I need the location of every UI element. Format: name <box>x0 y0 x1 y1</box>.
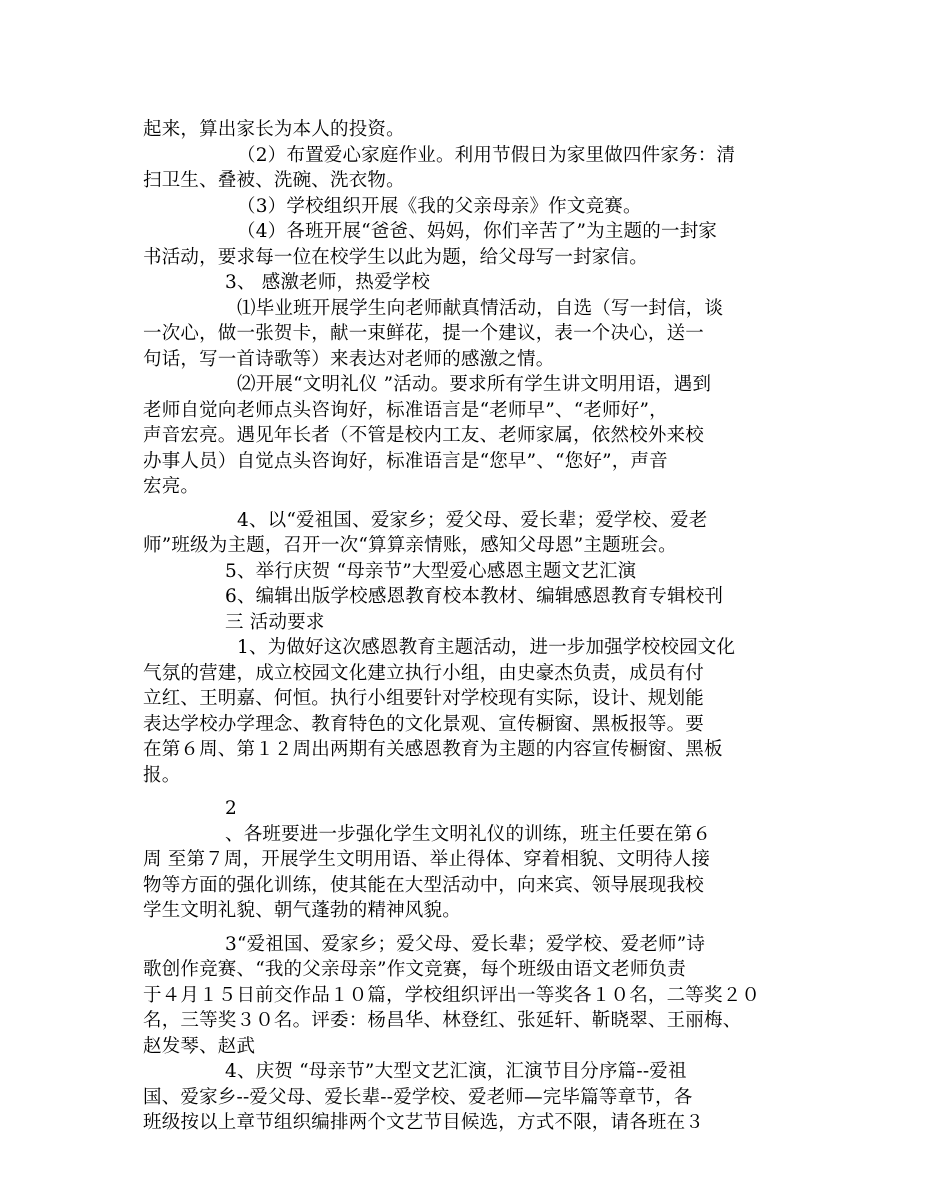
text-line: 办事人员）自觉点头咨询好，标准语言是“您早”、“您好”，声音 <box>143 450 668 472</box>
text-line: 学生文明礼貌、朝气蓬勃的精神风貌。 <box>143 900 461 921</box>
section-heading: 3、 感激老师，热爱学校 <box>225 272 431 293</box>
text-line: 扫卫生、叠被、洗碗、洗衣物。 <box>143 170 405 191</box>
text-line: 1、为做好这次感恩教育主题活动，进一步加强学校校园文化 <box>237 637 736 658</box>
spacer <box>143 924 813 932</box>
text-line: （2）布置爱心家庭作业。利用节假日为家里做四件家务：清 <box>237 144 736 166</box>
text-line: ⑴毕业班开展学生向老师献真情活动，自选（写一封信，谈 <box>237 297 724 319</box>
text-line: 赵发琴、赵武 <box>143 1035 256 1057</box>
text-line: 4、庆贺 “母亲节”大型文艺汇演，汇演节目分序篇--爱祖 <box>225 1061 687 1082</box>
spacer <box>143 500 813 508</box>
text-line: 句话，写一首诗歌等）来表达对老师的感激之情。 <box>143 348 555 370</box>
text-line: 报。 <box>143 764 181 786</box>
text-line: 立红、王明嘉、何恒。执行小组要针对学校现有实际，设计、规划能 <box>143 688 705 709</box>
document-body <box>143 117 813 1136</box>
text-line: 5、举行庆贺 “母亲节”大型爱心感恩主题文艺汇演 <box>225 560 637 582</box>
text-line: 3“爱祖国、爱家乡；爱父母、爱长辈；爱学校、爱老师”诗 <box>225 933 706 955</box>
text-line: （3）学校组织开展《我的父亲母亲》作文竞赛。 <box>237 195 642 217</box>
text-line: 4、以“爱祖国、爱家乡；爱父母、爱长辈；爱学校、爱老 <box>237 509 708 531</box>
text-line: 书活动，要求每一位在校学生以此为题，给父母写一封家信。 <box>143 246 648 268</box>
text-line: 班级按以上章节组织编排两个文艺节目候选，方式不限，请各班在３ <box>143 1112 705 1133</box>
text-line: 气氛的营建，成立校园文化建立执行小组，由史豪杰负责，成员有付 <box>143 662 705 684</box>
text-line: 、各班要进一步强化学生文明礼仪的训练，班主任要在第６ <box>225 823 712 845</box>
text-line: 周 至第７周，开展学生文明用语、举止得体、穿着相貌、文明待人接 <box>143 849 711 870</box>
text-line: （4）各班开展“爸爸、妈妈，你们辛苦了”为主题的一封家 <box>237 221 718 242</box>
text-line: 国、爱家乡--爱父母、爱长辈--爱学校、爱老师—完毕篇等章节，各 <box>143 1086 693 1108</box>
text-line: 声音宏亮。遇见年长者（不管是校内工友、老师家属，依然校外来校 <box>143 425 705 446</box>
text-line: 在第６周、第１２周出两期有关感恩教育为主题的内容宣传橱窗、黑板 <box>143 739 723 760</box>
text-line: 6、编辑出版学校感恩教育校本教材、编辑感恩教育专辑校刊 <box>225 586 724 607</box>
text-line: 起来，算出家长为本人的投资。 <box>143 119 405 140</box>
text-line: 老师自觉向老师点头咨询好，标准语言是“老师早”、“老师好”， <box>143 399 668 421</box>
text-line: ⑵开展“文明礼仪 ”活动。要求所有学生讲文明用语，遇到 <box>237 374 712 395</box>
section-heading: 三 活动要求 <box>225 611 325 633</box>
text-line: 物等方面的强化训练，使其能在大型活动中，向来宾、领导展现我校 <box>143 874 705 896</box>
text-line: 表达学校办学理念、教育特色的文化景观、宣传橱窗、黑板报等。要 <box>143 713 705 735</box>
text-line: 歌创作竞赛、“我的父亲母亲”作文竞赛，每个班级由语文老师负责 <box>143 959 686 980</box>
text-line: 师”班级为主题，召开一次“算算亲情账，感知父母恩”主题班会。 <box>143 535 677 556</box>
text-line: 一次心，做一张贺卡，献一束鲜花，提一个建议，表一个决心，送一 <box>143 323 705 344</box>
text-line: 名，三等奖３０名。评委：杨昌华、林登红、张延轩、靳晓翠、王丽梅、 <box>143 1010 742 1031</box>
text-line: 2 <box>225 798 237 819</box>
text-line: 于４月１５日前交作品１０篇，学校组织评出一等奖各１０名，二等奖２０ <box>143 984 761 1006</box>
text-line: 宏亮。 <box>143 476 200 497</box>
spacer <box>143 788 813 796</box>
